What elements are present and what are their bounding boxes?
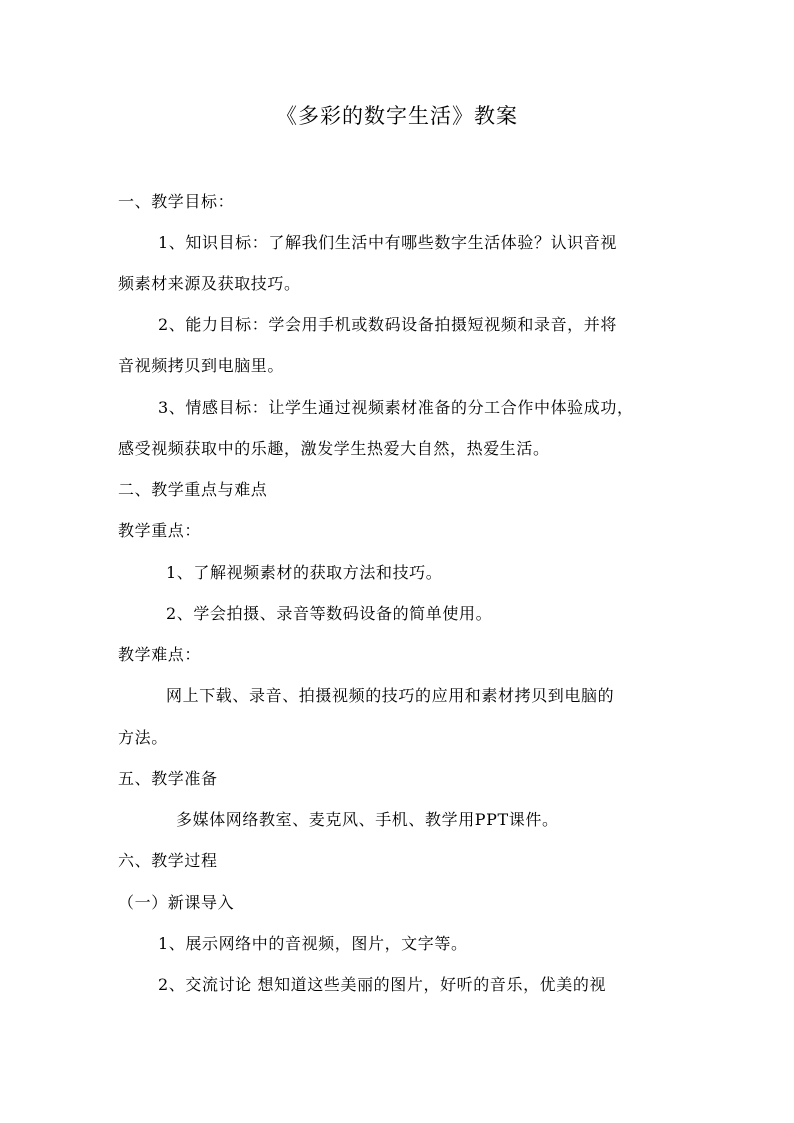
paragraph-line: 频素材来源及获取技巧。: [118, 274, 301, 293]
heading-preparation: 五、教学准备: [118, 769, 218, 788]
paragraph-line: 感受视频获取中的乐趣，激发学生热爱大自然，热爱生活。: [118, 439, 550, 458]
document-title: 《多彩的数字生活》教案: [276, 104, 518, 128]
paragraph-line: 2、交流讨论 想知道这些美丽的图片，好听的音乐，优美的视: [158, 975, 607, 994]
heading-teaching-goals: 一、教学目标：: [118, 192, 235, 211]
subheading-key-points: 教学重点：: [118, 521, 202, 540]
paragraph-line: 音视频拷贝到电脑里。: [118, 356, 285, 375]
paragraph-line: 1、展示网络中的音视频，图片，文字等。: [158, 934, 468, 953]
paragraph-line: 2、能力目标：学会用手机或数码设备拍摄短视频和录音，并将: [158, 315, 617, 334]
paragraph-line: 1、知识目标：了解我们生活中有哪些数字生活体验？认识音视: [158, 233, 617, 252]
paragraph-line: 2、学会拍摄、录音等数码设备的简单使用。: [166, 604, 493, 623]
subheading-introduction: （一）新课导入: [118, 893, 235, 912]
paragraph-line: 1、了解视频素材的获取方法和技巧。: [166, 563, 443, 582]
heading-process: 六、教学过程: [118, 851, 218, 870]
paragraph-line: 多媒体网络教室、麦克风、手机、教学用PPT课件。: [176, 810, 559, 829]
paragraph-line: 3、情感目标：让学生通过视频素材准备的分工合作中体验成功，: [158, 398, 634, 417]
paragraph-line: 网上下载、录音、拍摄视频的技巧的应用和素材拷贝到电脑的: [166, 686, 615, 705]
subheading-difficulties: 教学难点：: [118, 645, 202, 664]
paragraph-line: 方法。: [118, 728, 168, 747]
heading-key-points: 二、教学重点与难点: [118, 480, 268, 499]
